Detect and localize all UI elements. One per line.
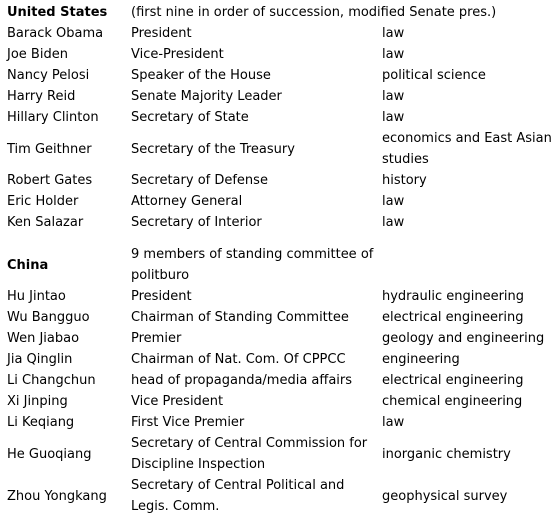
leader-name: Robert Gates — [7, 173, 93, 188]
leader-name: Hu Jintao — [7, 289, 66, 304]
leader-field: engineering — [382, 352, 460, 367]
leader-field: geophysical survey — [382, 488, 508, 504]
table-row — [2, 170, 554, 191]
leader-name: Wu Bangguo — [7, 310, 90, 325]
leader-field: law — [382, 89, 405, 104]
leader-name: Li Changchun — [7, 373, 96, 388]
leader-name: Joe Biden — [7, 47, 68, 62]
leader-position: Secretary of Central Political and Legis. Comm. — [131, 478, 345, 514]
table-row — [2, 328, 554, 349]
country-heading: United States — [7, 5, 108, 20]
leader-position: Vice-President — [131, 47, 224, 62]
leader-position: Secretary of Defense — [131, 173, 268, 188]
table-row — [2, 191, 554, 212]
leader-field: law — [382, 194, 405, 209]
leader-field: chemical engineering — [382, 394, 523, 409]
leader-position: Attorney General — [131, 194, 243, 209]
table-row — [2, 286, 554, 307]
section-header-row — [2, 244, 554, 286]
leader-field: law — [382, 110, 405, 125]
leader-field: economics and East Asian studies — [382, 131, 552, 167]
table-row — [2, 391, 554, 412]
leader-field: law — [382, 47, 405, 62]
country-heading: China — [7, 257, 49, 273]
table-row — [2, 307, 554, 328]
section-note: 9 members of standing committee of politburo — [131, 247, 374, 283]
leader-position: Secretary of Central Commission for Discipline Inspection — [131, 436, 368, 472]
leader-position: Secretary of the Treasury — [131, 141, 295, 157]
leader-name: Tim Geithner — [7, 141, 92, 157]
leader-name: Zhou Yongkang — [7, 488, 107, 504]
leader-name: Hillary Clinton — [7, 110, 99, 125]
leader-field: inorganic chemistry — [382, 446, 511, 462]
table-row — [2, 107, 554, 128]
leader-name: Xi Jinping — [7, 394, 68, 409]
table-row — [2, 44, 554, 65]
leader-position: Secretary of State — [131, 110, 249, 125]
leader-position: Premier — [131, 331, 182, 346]
leader-name: He Guoqiang — [7, 446, 92, 462]
leader-name: Harry Reid — [7, 89, 76, 104]
section-note: (first nine in order of succession, modified Senate pres.) — [131, 5, 497, 20]
leader-position: Chairman of Standing Committee — [131, 310, 349, 325]
leader-field: political science — [382, 68, 486, 83]
table-row — [2, 23, 554, 44]
section-spacer — [2, 233, 554, 244]
table-row — [2, 212, 554, 233]
leader-position: head of propaganda/media affairs — [131, 373, 353, 388]
leader-field: history — [382, 173, 427, 188]
leader-name: Wen Jiabao — [7, 331, 80, 346]
leader-position: Vice President — [131, 394, 224, 409]
leader-field: hydraulic engineering — [382, 289, 525, 304]
leader-field: law — [382, 26, 405, 41]
leader-position: President — [131, 26, 192, 41]
leader-field: law — [382, 415, 405, 430]
table-row — [2, 86, 554, 107]
leader-name: Jia Qinglin — [7, 352, 73, 367]
leader-position: First Vice Premier — [131, 415, 245, 430]
section-header-row — [2, 2, 554, 23]
table-row — [2, 475, 554, 517]
leader-position: Secretary of Interior — [131, 215, 262, 230]
table-row — [2, 349, 554, 370]
table-row — [2, 128, 554, 170]
leader-field: electrical engineering — [382, 310, 524, 325]
leader-position: President — [131, 289, 192, 304]
leaders-table — [2, 2, 554, 517]
leader-name: Li Keqiang — [7, 415, 75, 430]
leader-name: Eric Holder — [7, 194, 79, 209]
leader-name: Nancy Pelosi — [7, 68, 90, 83]
table-row — [2, 370, 554, 391]
table-row — [2, 412, 554, 433]
leader-position: Senate Majority Leader — [131, 89, 282, 104]
leader-position: Speaker of the House — [131, 68, 271, 83]
table-row — [2, 65, 554, 86]
leader-position: Chairman of Nat. Com. Of CPPCC — [131, 352, 346, 367]
leader-name: Ken Salazar — [7, 215, 84, 230]
leader-field: law — [382, 215, 405, 230]
table-row — [2, 433, 554, 475]
leader-field: geology and engineering — [382, 331, 545, 346]
leader-field: electrical engineering — [382, 373, 524, 388]
leader-name: Barack Obama — [7, 26, 104, 41]
